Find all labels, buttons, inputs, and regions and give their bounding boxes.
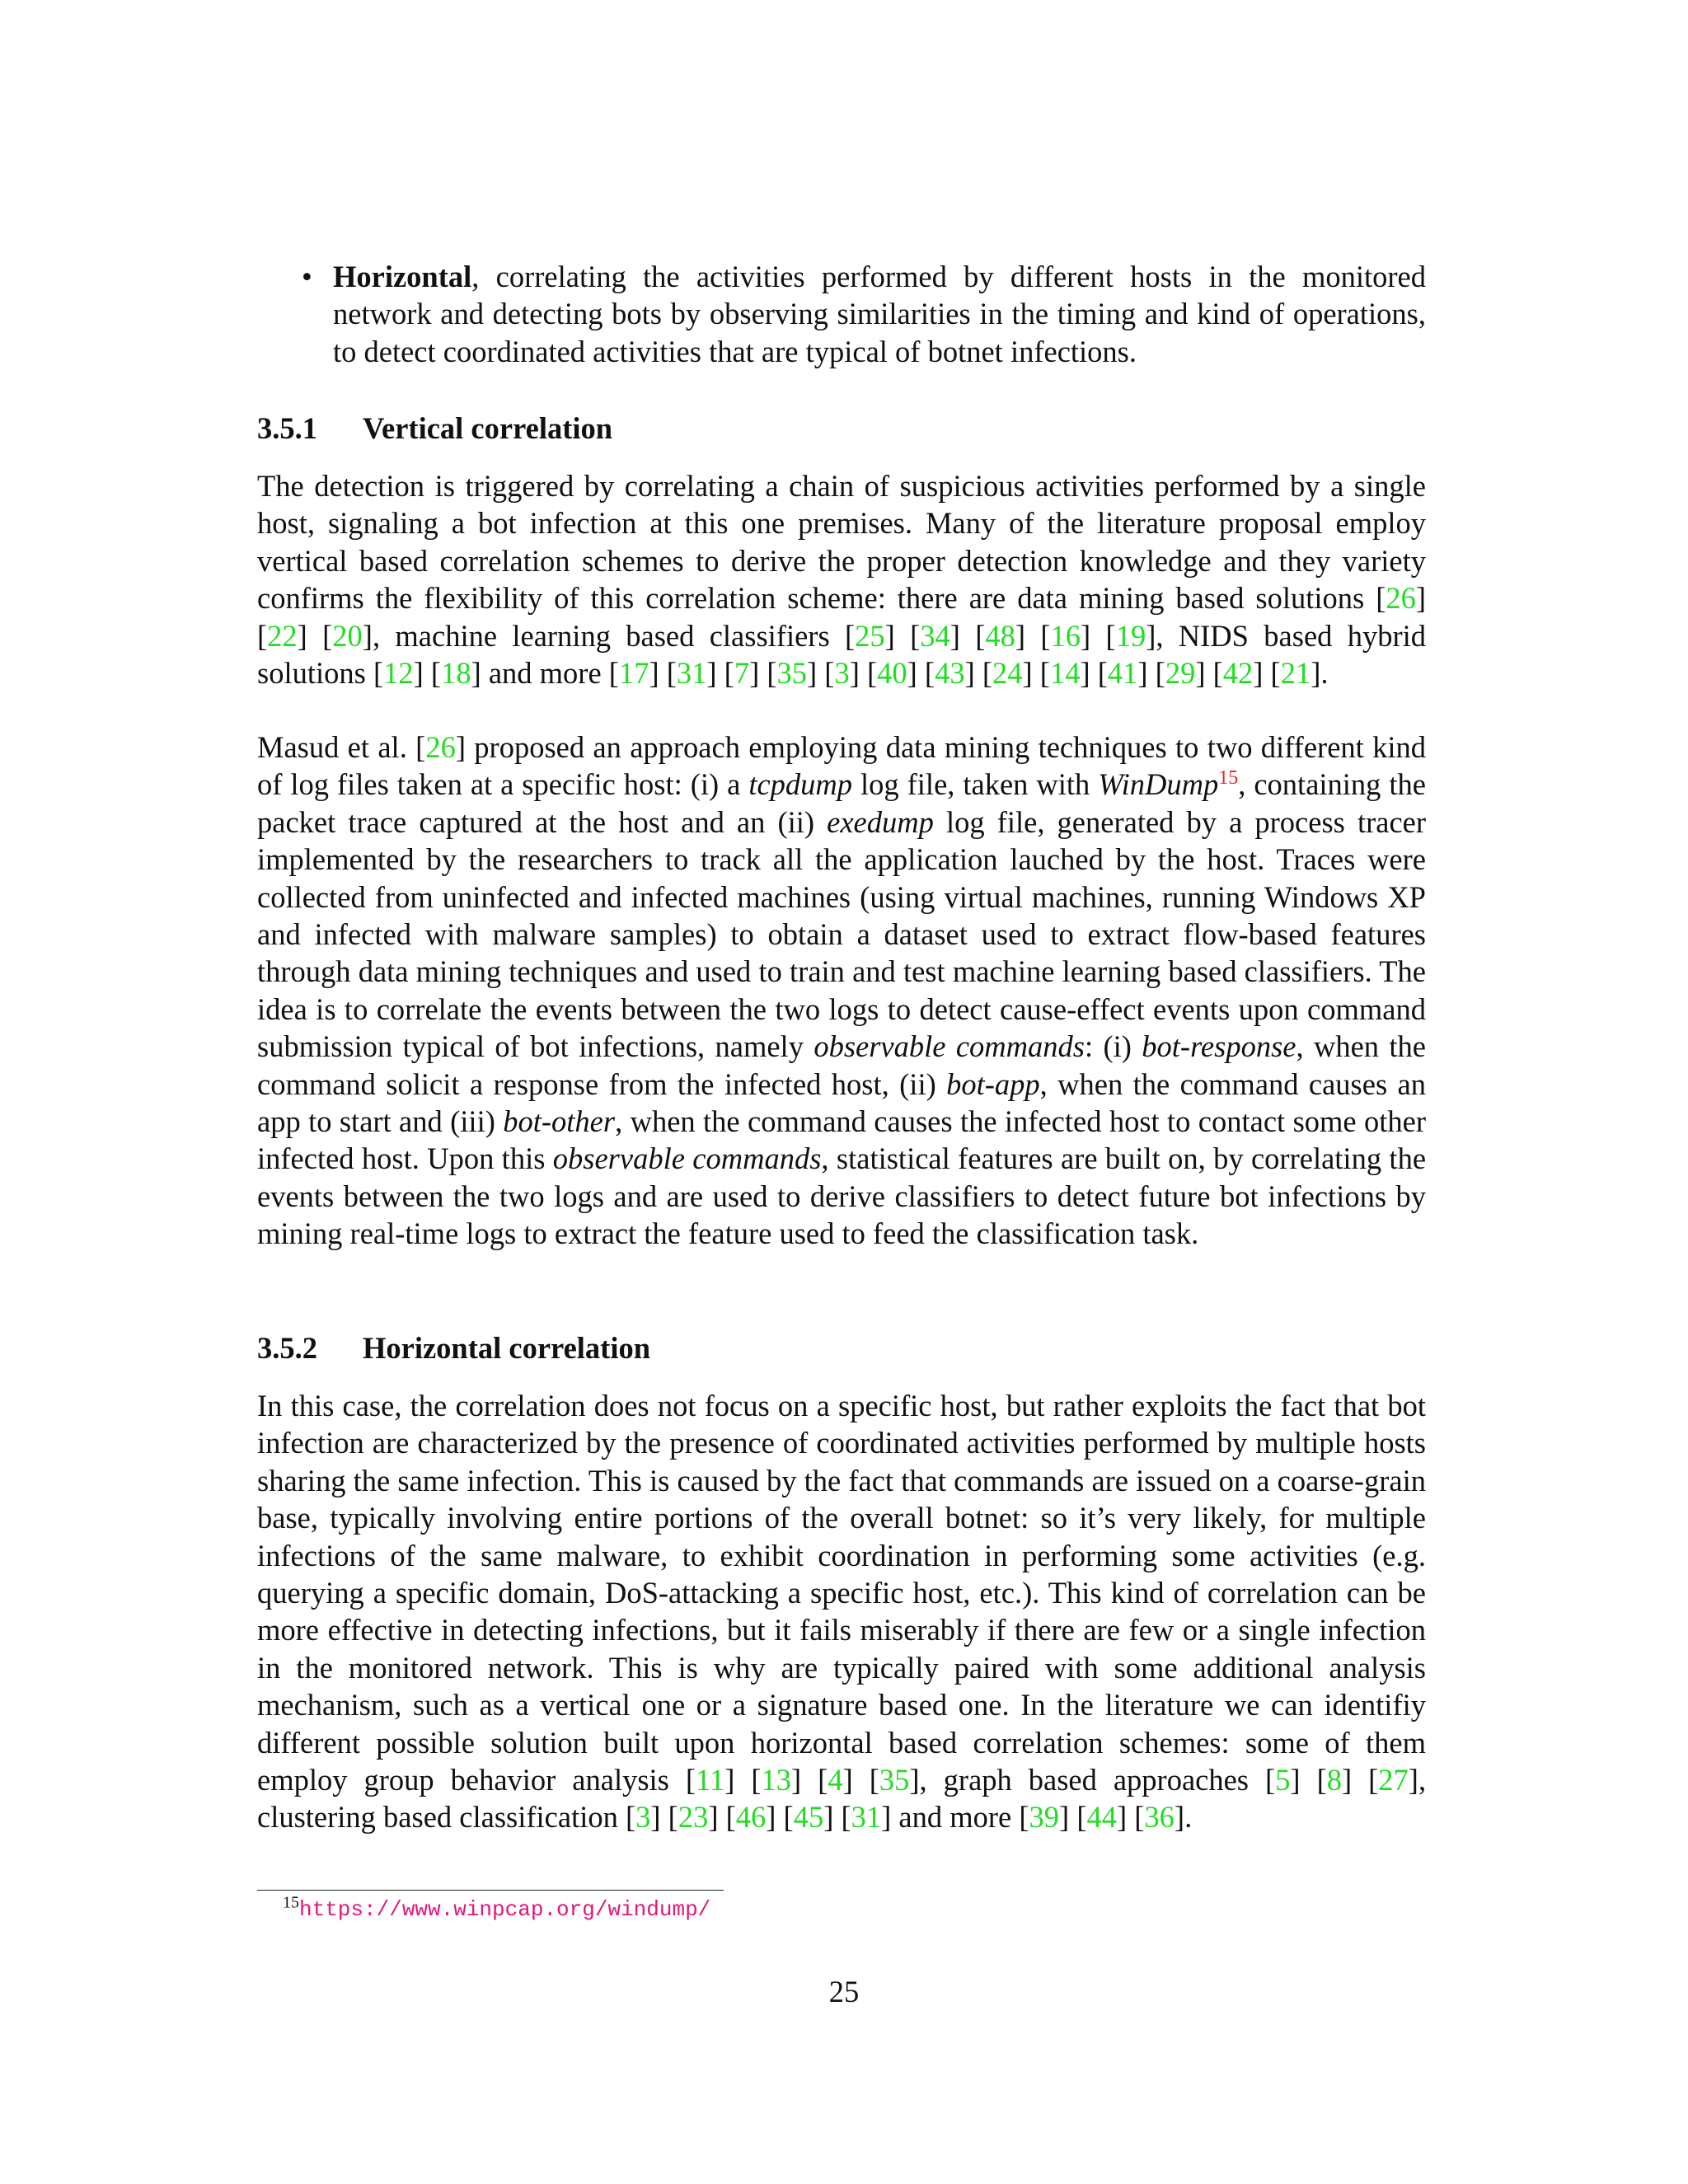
citation-link[interactable]: 22	[267, 618, 298, 653]
citation-link[interactable]: 18	[441, 656, 471, 691]
citation-link[interactable]: 27	[1378, 1763, 1409, 1797]
citation-link[interactable]: 46	[735, 1800, 767, 1835]
citation-link[interactable]: 26	[425, 730, 456, 764]
citation-link[interactable]: 39	[1029, 1800, 1060, 1835]
citation-link[interactable]: 19	[1115, 618, 1146, 653]
footnote-rule	[257, 1890, 724, 1891]
paragraph-horizontal: In this case, the correlation does not focus on a specific host, but rather exploits the fact that bot infection are characterized by the presence of coordinated activities performed by multiple hosts sharing the same infection. This is caused by the fact that commands are issued on a coarse-grain base, typically involving entire portions of the overall botnet: so it’s very likely, for multiple infections of the same malware, to exhibit coordination in performing some activities (e.g. querying a specific domain, DoS-attacking a specific host, etc.). This kind of correlation can be more effective in detecting infections, but it fails miserably if there are few or a single infection in the monitored network. This is why are typically paired with some additional analysis mechanism, such as a vertical one or a signature based one. In the literature we can identifiy different possible solution built upon horizontal based correlation schemes: some of them employ group behavior analysis [11] [13] [4] [35], graph based approaches [5] [8] [27], clustering based classification [3] [23] [46] [45] [31] and more [39] [44] [36].	[257, 1389, 1427, 1835]
citation-link[interactable]: 23	[678, 1800, 709, 1835]
citation-link[interactable]: 45	[793, 1800, 824, 1835]
citation-link[interactable]: 36	[1144, 1800, 1175, 1835]
section-heading-351: 3.5.1 Vertical correlation	[257, 411, 613, 445]
citation-link[interactable]: 25	[855, 618, 885, 653]
citation-link[interactable]: 3	[635, 1800, 651, 1835]
bullet-text: Horizontal, correlating the activities performed by different hosts in the monitored network and detecting bots by observing similarities in the timing and kind of operations, to detect coordinated activities that are typical of botnet infections.	[333, 260, 1426, 368]
footnote-mark: 15	[283, 1893, 299, 1912]
citation-link[interactable]: 35	[879, 1763, 910, 1797]
citation-link[interactable]: 41	[1107, 656, 1138, 691]
footnote	[283, 1895, 710, 1924]
citation-link[interactable]: 20	[332, 618, 363, 653]
citation-link[interactable]: 16	[1050, 618, 1081, 653]
citation-link[interactable]: 31	[851, 1800, 882, 1835]
bullet-term: Horizontal	[333, 260, 472, 293]
citation-link[interactable]: 13	[761, 1763, 792, 1797]
citation-link[interactable]: 11	[696, 1763, 725, 1797]
paragraph-vertical-intro: The detection is triggered by correlating a chain of suspicious activities performed by a single host, signaling a bot infection at this one premises. Many of the literature proposal employ vertical based correlation schemes to derive the proper detection knowledge and they variety confirms the flexibility of this correlation scheme: there are data mining based solutions [26] [22] [20], machine learning based classifiers [25] [34] [48] [16] [19], NIDS based hybrid solutions [12] [18] and more [17] [31] [7] [35] [3] [40] [43] [24] [14] [41] [29] [42] [21].	[257, 469, 1427, 691]
paragraph-masud: Masud et al. [26] proposed an approach employing data mining techniques to two different kind of log files taken at a specific host: (i) a tcpdump log file, taken with WinDump$^{15}$, containing the packet trace captured at the host and an (ii) exedump log file, generated by a process tracer implemented by the researchers to track all the application lauched by the host. Traces were collected from uninfected and infected machines (using virtual machines, running Windows XP and infected with malware samples) to obtain a dataset used to extract flow-based features through data mining techniques and used to train and test machine learning based classifiers. The idea is to correlate the events between the two logs to detect cause-effect events upon command submission typical of bot infections, namely observable commands: (i) bot-response, when the command solicit a response from the infected host, (ii) bot-app, when the command causes an app to start and (iii) bot-other, when the command causes the infected host to contact some other infected host. Upon this observable commands, statistical features are built on, by correlating the events between the two logs and are used to derive classifiers to detect future bot infections by mining real-time logs to extract the feature used to feed the classification task.	[257, 730, 1427, 1251]
citation-link[interactable]: 35	[776, 656, 808, 691]
citation-link[interactable]: 42	[1222, 656, 1254, 691]
footnote-url-link[interactable]: https://www.winpcap.org/windump/	[299, 1897, 711, 1922]
citation-link[interactable]: 31	[676, 656, 707, 691]
citation-link[interactable]: 48	[985, 618, 1015, 653]
citation-link[interactable]: 17	[618, 656, 649, 691]
citation-link[interactable]: 4	[828, 1763, 843, 1797]
citation-link[interactable]: 21	[1280, 656, 1311, 691]
citation-link[interactable]: 8	[1326, 1763, 1342, 1797]
page-number: 25	[828, 1975, 860, 2008]
citation-link[interactable]: 29	[1165, 656, 1196, 691]
citation-link[interactable]: 14	[1049, 656, 1081, 691]
footnote-ref-link[interactable]: 15	[1218, 767, 1239, 790]
citation-link[interactable]: 44	[1086, 1800, 1117, 1835]
citation-link[interactable]: 40	[877, 656, 907, 691]
citation-link[interactable]: 34	[920, 618, 950, 653]
bullet-list-item	[257, 258, 1426, 370]
citation-link[interactable]: 24	[992, 656, 1023, 691]
citation-link[interactable]: 5	[1275, 1763, 1291, 1797]
citation-link[interactable]: 43	[935, 656, 965, 691]
citation-link[interactable]: 26	[1386, 581, 1416, 616]
section-heading-352: 3.5.2 Horizontal correlation	[257, 1331, 651, 1365]
citation-link[interactable]: 12	[383, 656, 414, 691]
citation-link[interactable]: 7	[734, 656, 750, 691]
bullet-icon: •	[302, 260, 312, 293]
citation-link[interactable]: 3	[834, 656, 850, 691]
